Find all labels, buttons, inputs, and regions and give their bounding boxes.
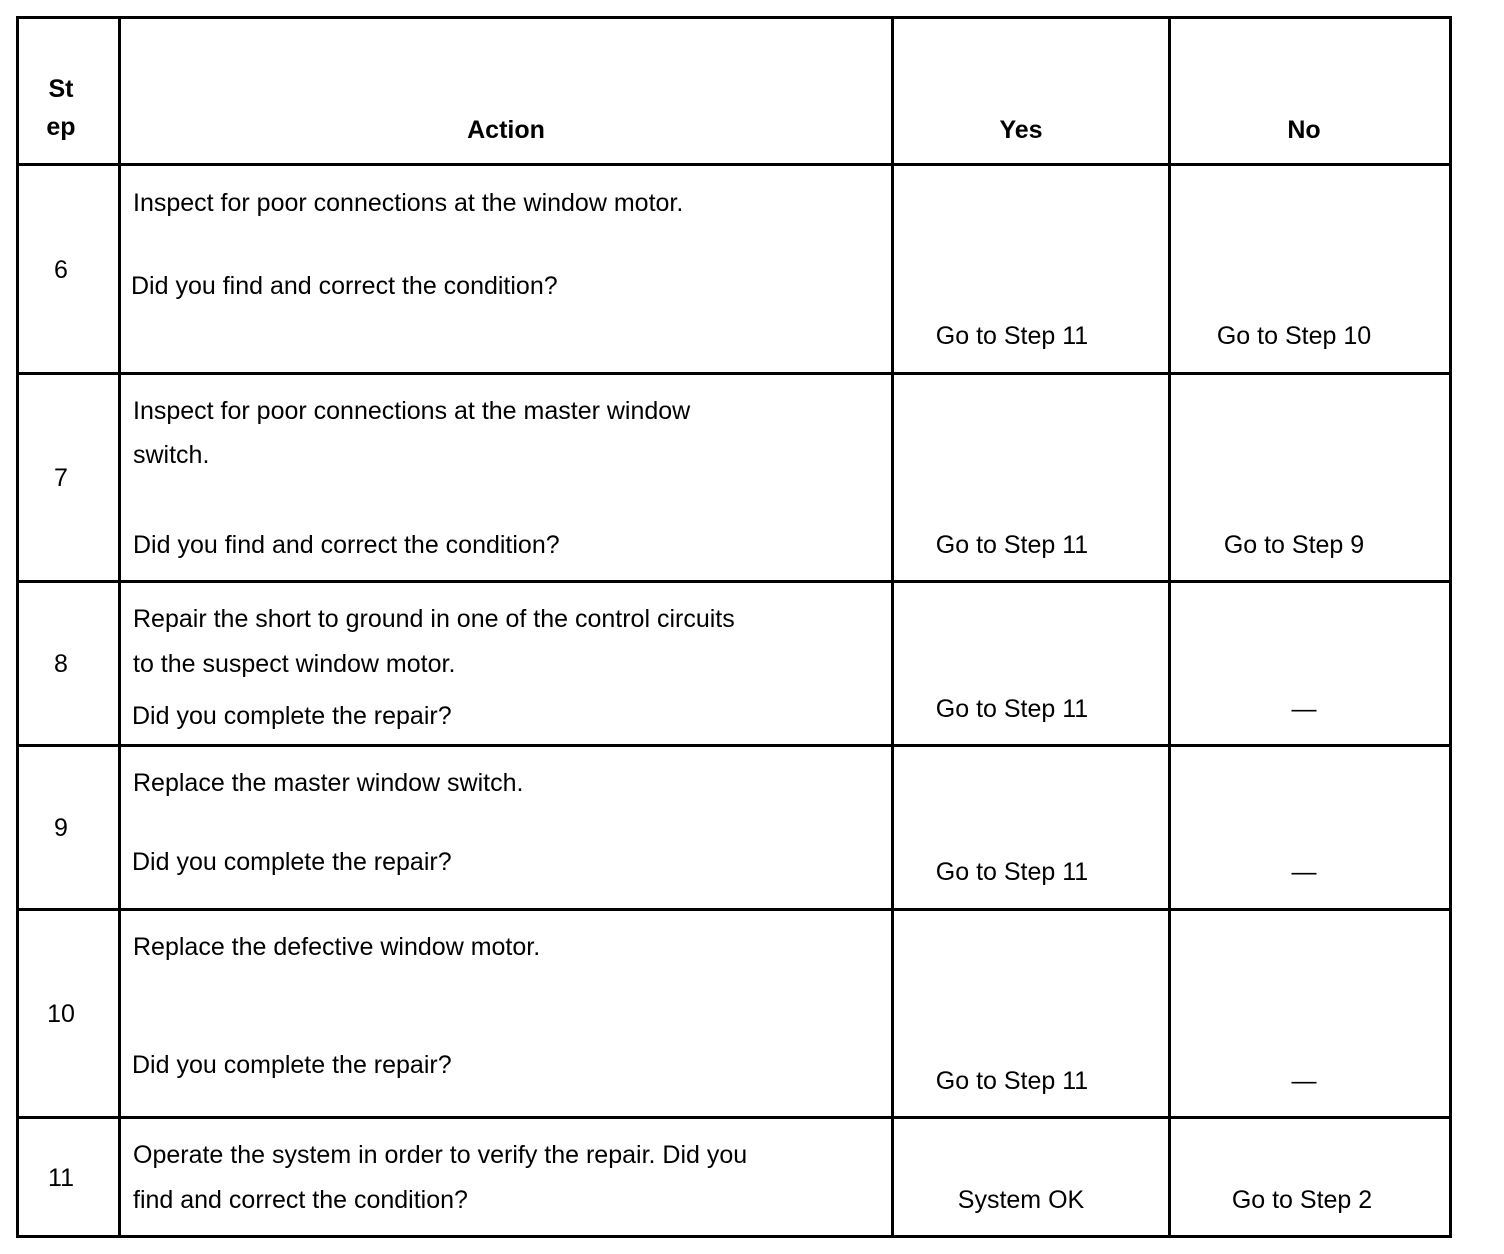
yes-result: Go to Step 11 — [935, 1067, 1089, 1095]
action-question: Did you find and correct the condition? — [131, 272, 558, 300]
action-text: find and correct the condition? — [133, 1186, 468, 1214]
no-result: Go to Step 9 — [1223, 531, 1365, 559]
no-result: Go to Step 2 — [1231, 1186, 1373, 1214]
action-text: Replace the defective window motor. — [133, 933, 541, 961]
action-question: Did you complete the repair? — [132, 848, 452, 876]
header-step-line1: St — [48, 75, 74, 103]
row-divider — [16, 372, 1452, 375]
column-divider — [1168, 16, 1171, 1238]
diagnostic-table — [16, 16, 1452, 1238]
action-text: Operate the system in order to verify the repair. Did you — [133, 1141, 748, 1169]
table-border-left — [16, 16, 19, 1238]
action-question: Did you find and correct the condition? — [133, 531, 560, 559]
header-yes: Yes — [999, 116, 1043, 144]
action-text: Replace the master window switch. — [133, 769, 524, 797]
row-divider — [16, 580, 1452, 583]
header-divider — [16, 163, 1452, 166]
column-divider — [891, 16, 894, 1238]
action-text: Inspect for poor connections at the master window — [133, 397, 691, 425]
step-number: 10 — [47, 1000, 75, 1028]
action-question: Did you complete the repair? — [132, 1051, 452, 1079]
action-text: switch. — [133, 441, 210, 469]
yes-result: Go to Step 11 — [935, 531, 1089, 559]
yes-result: Go to Step 11 — [935, 695, 1089, 723]
step-number: 8 — [54, 650, 68, 678]
no-result: — — [1291, 1067, 1317, 1095]
step-number: 9 — [54, 814, 68, 842]
yes-result: System OK — [957, 1186, 1085, 1214]
row-divider — [16, 744, 1452, 747]
row-divider — [16, 908, 1452, 911]
table-border-top — [16, 16, 1452, 19]
table-border-right — [1449, 16, 1452, 1238]
header-step — [16, 70, 106, 146]
yes-result: Go to Step 11 — [935, 858, 1089, 886]
header-action: Action — [467, 116, 545, 144]
step-number: 7 — [54, 464, 68, 492]
header-step-line2: ep — [46, 113, 76, 141]
action-question: Did you complete the repair? — [132, 702, 452, 730]
column-divider — [118, 16, 121, 1238]
no-result: Go to Step 10 — [1216, 322, 1372, 350]
row-divider — [16, 1116, 1452, 1119]
table-border-bottom — [16, 1235, 1452, 1238]
step-number: 6 — [54, 256, 68, 284]
action-text: Inspect for poor connections at the window motor. — [133, 189, 684, 217]
action-text: to the suspect window motor. — [133, 650, 456, 678]
yes-result: Go to Step 11 — [935, 322, 1089, 350]
action-text: Repair the short to ground in one of the control circuits — [133, 605, 735, 633]
no-result: — — [1291, 858, 1317, 886]
step-number: 11 — [48, 1164, 74, 1192]
header-no: No — [1287, 116, 1321, 144]
no-result: — — [1291, 695, 1317, 723]
